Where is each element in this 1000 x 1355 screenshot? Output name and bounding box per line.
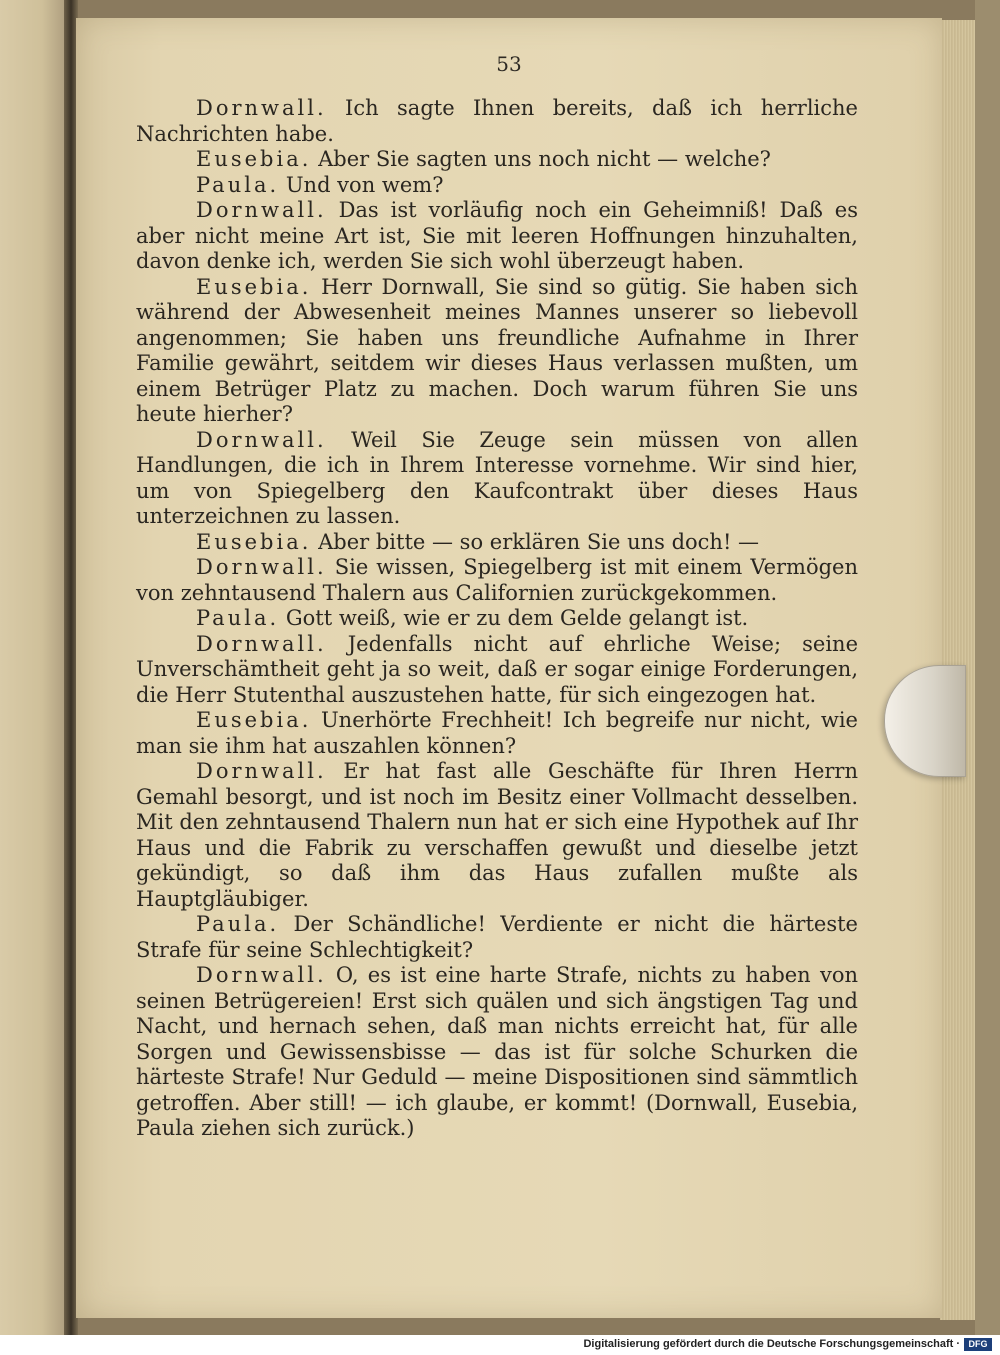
footer (0, 1335, 1000, 1355)
speaker-name: Paula. (196, 606, 280, 630)
speaker-name: Dornwall. (196, 96, 327, 120)
speaker-name: Dornwall. (196, 427, 327, 452)
dialogue-text: Er hat fast alle Geschäfte für Ihren Herrn Gemahl besorgt, und ist noch im Besitz einer Vollmacht desselben. Mit den zehntausend Thalern nun hat er sich eine Hypothek auf Ihr Haus und die Fabrik zu verschaffen gewußt und dieselbe jetzt gekündigt, so daß ihm das Haus zufallen mußte als Hauptgläubiger. (136, 759, 858, 911)
dialogue-text: Ich sagte Ihnen bereits, daß ich herrliche Nachrichten habe. (136, 96, 858, 146)
paragraph (136, 912, 858, 963)
paragraph (136, 632, 858, 709)
funding-notice: Digitalisierung gefördert durch die Deutsche Forschungsgemeinschaft · (583, 1338, 960, 1350)
paragraph (136, 963, 858, 1142)
dialogue-text: Aber bitte — so erklären Sie uns doch! — (318, 529, 760, 554)
dialogue-text: Aber Sie sagten uns noch nicht — welche? (318, 147, 771, 171)
dialogue-text: Der Schändliche! Verdiente er nicht die härteste Strafe für seine Schlechtigkeit? (136, 912, 858, 962)
speaker-name: Dornwall. (196, 963, 327, 987)
dialogue-text: Sie wissen, Spiegelberg ist mit einem Vermögen von zehntausend Thalern aus Californien zurückgekommen. (136, 555, 858, 605)
dialogue-text: Unerhörte Frechheit! Ich begreife nur nicht, wie man sie ihm hat auszahlen können? (136, 708, 858, 758)
book-page (76, 18, 942, 1318)
dialogue-text: Herr Dornwall, Sie sind so gütig. Sie haben sich während der Abwesenheit meines Mannes unserer so liebevoll angenommen; Sie haben uns freundliche Aufnahme in Ihrer Familie gewährt, seitdem wir dieses Haus verlassen mußten, um einem Betrüger Platz zu machen. Doch warum führen Sie uns heute hierher? (136, 274, 858, 426)
speaker-name: Paula. (196, 172, 280, 197)
dialogue-text: Jedenfalls nicht auf ehrliche Weise; seine Unverschämtheit geht ja so weit, daß er sogar einige Forderungen, die Herr Stutenthal auszustehen hatte, für sich eingezogen hat. (136, 631, 858, 707)
dialogue-text: Weil Sie Zeuge sein müssen von allen Handlungen, die ich in Ihrem Interesse vornehme. Wir sind hier, um von Spiegelberg den Kaufcontrakt über dieses Haus unterzeichnen zu lassen. (136, 427, 858, 528)
dialogue-text: O, es ist eine harte Strafe, nichts zu haben von seinen Betrügereien! Erst sich quälen und sich ängstigen Tag und Nacht, und hernach sehen, daß man nichts erreicht hat, für alle Sorgen und Gewissensbisse — das ist für solche Schurken die härteste Strafe! Nur Geduld — meine Dispositionen sind sämmtlich getroffen. Aber still! — ich glaube, er kommt! (Dornwall, Eusebia, Paula ziehen sich zurück.) (136, 963, 858, 1140)
dfg-logo: DFG (964, 1338, 992, 1351)
dialogue-text: Und von wem? (285, 172, 444, 197)
book-cover-board (975, 0, 1000, 1335)
page-number: 53 (496, 52, 522, 76)
paragraph (136, 198, 858, 275)
speaker-name: Eusebia. (196, 529, 312, 554)
paragraph (136, 275, 858, 428)
dialogue-text: Das ist vorläufig noch ein Geheimniß! Daß es aber nicht meine Art ist, Sie mit leeren Hoffnungen hinzuhalten, davon denke ich, werden Sie sich wohl überzeugt haben. (136, 198, 858, 273)
paragraph (136, 428, 858, 530)
paragraph (136, 759, 858, 912)
speaker-name: Dornwall. (196, 198, 327, 222)
speaker-name: Eusebia. (196, 274, 312, 299)
paragraph (136, 96, 858, 147)
paragraph (136, 606, 858, 632)
speaker-name: Dornwall. (196, 555, 327, 579)
speaker-name: Eusebia. (196, 147, 312, 171)
page-text (136, 96, 858, 1142)
speaker-name: Eusebia. (196, 708, 312, 732)
speaker-name: Paula. (196, 912, 280, 936)
dialogue-text: Gott weiß, wie er zu dem Gelde gelangt ist. (285, 606, 749, 630)
speaker-name: Dornwall. (196, 631, 327, 656)
paragraph (136, 173, 858, 199)
paragraph (136, 147, 858, 173)
paragraph (136, 708, 858, 759)
paragraph (136, 555, 858, 606)
paragraph (136, 530, 858, 556)
speaker-name: Dornwall. (196, 759, 327, 783)
left-page-edge (0, 0, 70, 1335)
